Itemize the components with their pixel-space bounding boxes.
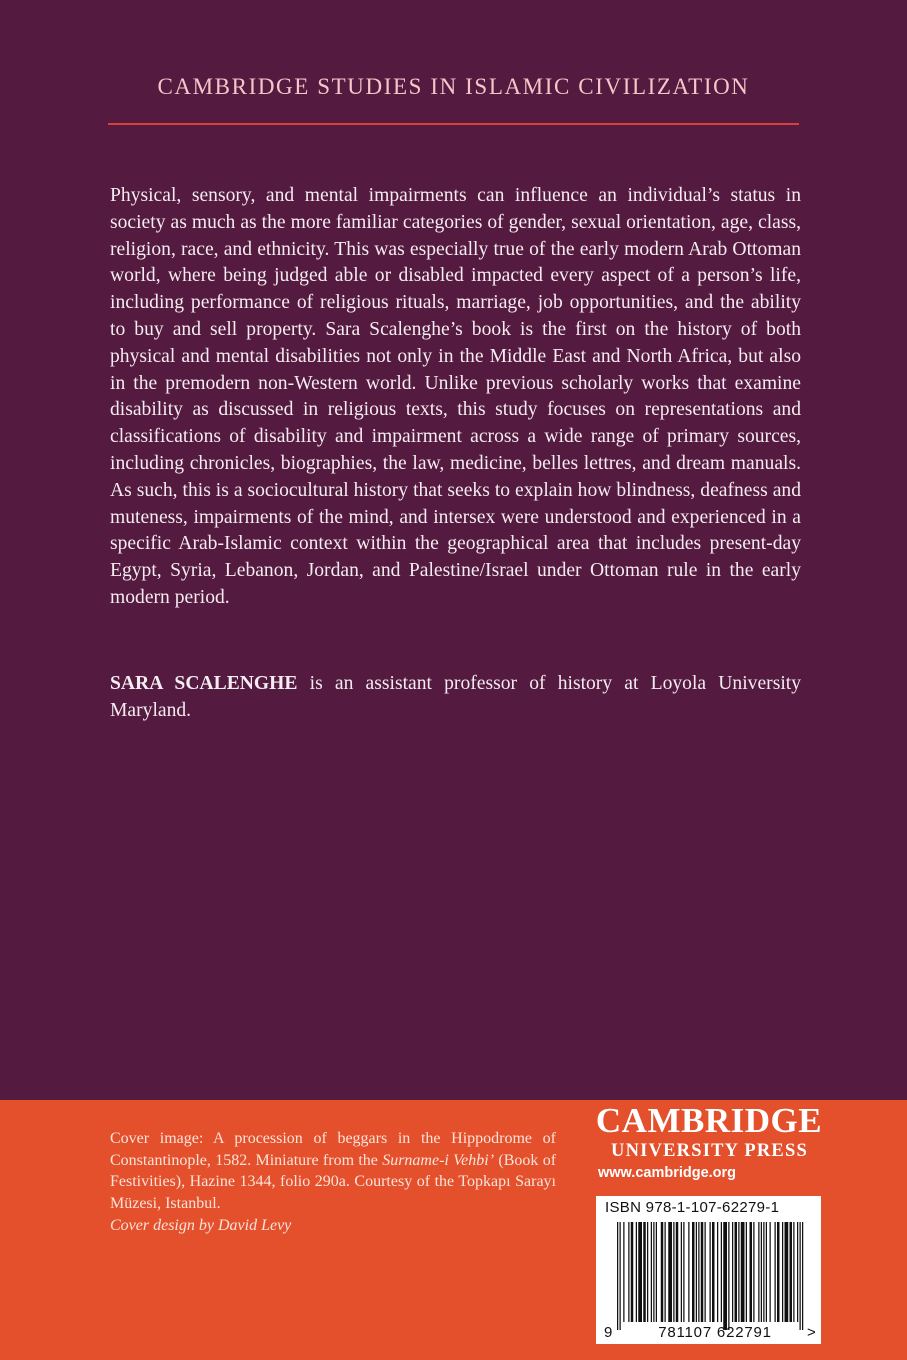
barcode-box [596, 1196, 821, 1344]
author-bio [110, 671, 801, 725]
divider-rule [108, 123, 799, 125]
author-name: SARA SCALENGHE [110, 673, 298, 694]
barcode-bars [596, 1196, 821, 1344]
barcode-end-mark: > [807, 1324, 816, 1341]
credit-work-title: Surname-i Vehbi’ [382, 1151, 495, 1169]
barcode-first-digit: 9 [604, 1324, 613, 1341]
cover-image-credit [110, 1128, 556, 1214]
publisher-subname: UNIVERSITY PRESS [611, 1141, 808, 1161]
isbn-text: ISBN 978-1-107-62279-1 [605, 1199, 780, 1216]
cover-design-credit: Cover design by David Levy [110, 1217, 292, 1234]
series-title: CAMBRIDGE STUDIES IN ISLAMIC CIVILIZATION [157, 74, 750, 99]
barcode-digits: 781107 622791 [658, 1324, 772, 1341]
credit-text-start: Cover image: A procession of beggars in the Hippodrome of Constantinople, 1582. Miniature from the [110, 1130, 556, 1169]
book-description: Physical, sensory, and mental impairments can influence an individual’s status in society as much as the more familiar categories of gender, sexual orientation, age, class, religion, race, and ethnicity. This was especially true of the early modern Arab Ottoman world, where being judged able or disabled impacted every aspect of a person’s life, including performance of religious rituals, marriage, job opportunities, and the ability to buy and sell property. Sara Scalenghe’s book is the first on the history of both physical and mental disabilities not only in the Middle East and North Africa, but also in the premodern non-Western world. Unlike previous scholarly works that examine disability as discussed in religious texts, this study focuses on representations and classifications of disability and impairment across a wide range of primary sources, including chronicles, biographies, the law, medicine, belles lettres, and dream manuals. As such, this is a sociocultural history that seeks to explain how blindness, deafness and muteness, impairments of the mind, and intersex were understood and experienced in a specific Arab-Islamic context within the geographical area that includes present-day Egypt, Syria, Lebanon, Jordan, and Palestine/Israel under Ottoman rule in the early modern period. [110, 185, 801, 608]
publisher-name: CAMBRIDGE [595, 1101, 823, 1140]
publisher-url: www.cambridge.org [598, 1165, 737, 1181]
author-bio-text: is an assistant professor of history at Loyola University Maryland. [110, 673, 801, 721]
credit-text-end: (Book of Festivities), Hazine 1344, folio 290a. Courtesy of the Topkapı Sarayı Müzesi, Istanbul. [110, 1151, 557, 1212]
